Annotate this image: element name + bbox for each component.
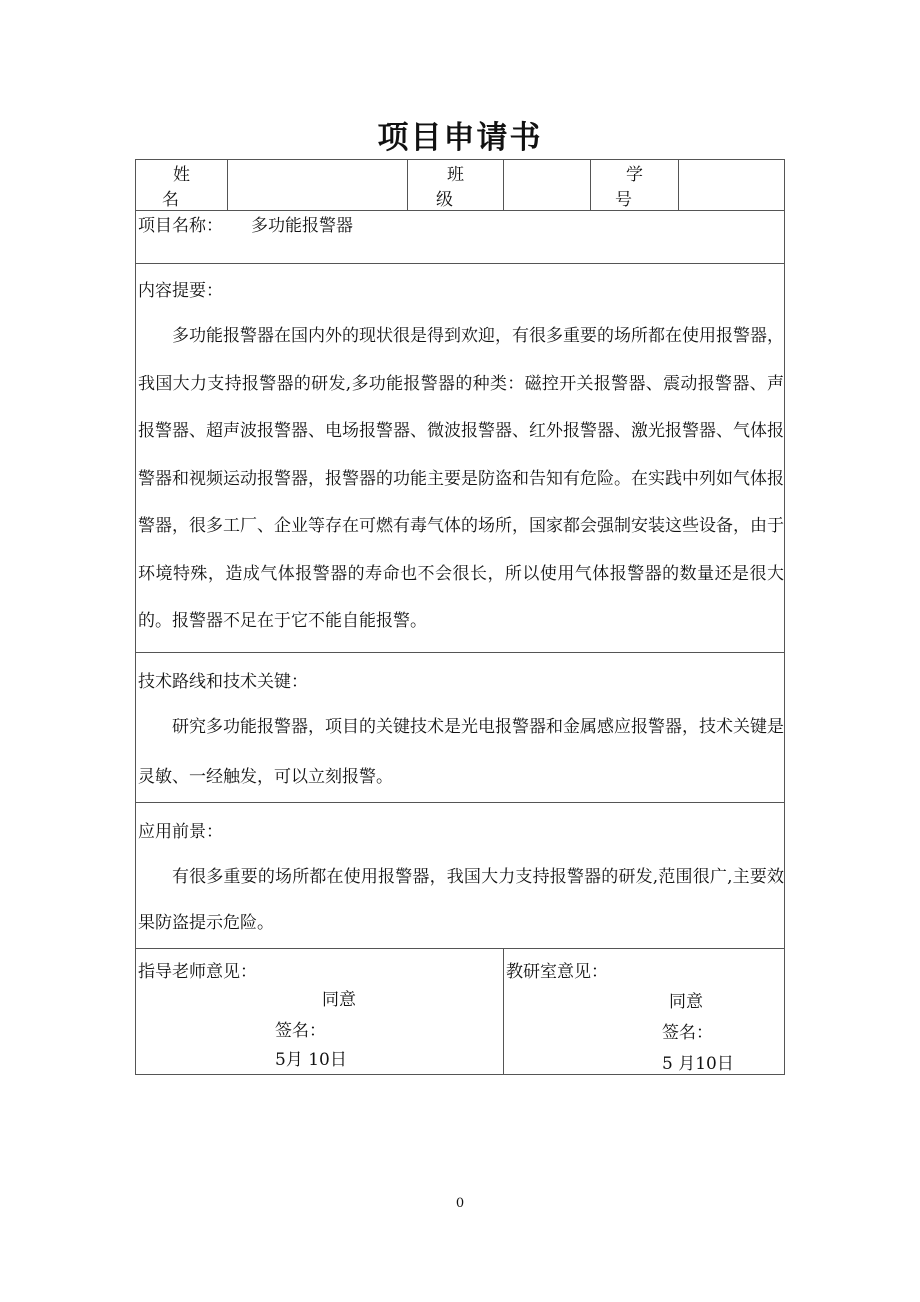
- advisor-date: 5月 10日: [275, 1050, 347, 1070]
- project-name-label: 项目名称：: [138, 216, 223, 236]
- form-table: [135, 159, 785, 1075]
- department-opinion-label: 教研室意见：: [506, 962, 608, 982]
- department-date: 5 月10日: [662, 1054, 734, 1074]
- technology-label: 技术路线和技术关键：: [138, 672, 308, 692]
- student-info-row: [136, 160, 785, 211]
- student-id-value: [679, 160, 785, 211]
- application-form: [135, 159, 784, 1075]
- department-signature-label: 签名：: [662, 1023, 713, 1043]
- application-section: [136, 803, 785, 949]
- project-name-value: 多功能报警器: [251, 216, 353, 236]
- project-name-row: [136, 211, 785, 264]
- advisor-opinion-text: 同意: [322, 990, 356, 1010]
- advisor-signature-label: 签名：: [275, 1021, 326, 1041]
- summary-section: [136, 264, 785, 653]
- application-text: 有很多重要的场所都在使用报警器，我国大力支持报警器的研发,范围很广,主要效果防盗提示危险。: [138, 867, 784, 933]
- application-label: 应用前景：: [138, 822, 223, 842]
- class-label: 班级: [408, 160, 504, 211]
- opinions-row: [136, 949, 785, 1075]
- summary-text: 多功能报警器在国内外的现状很是得到欢迎，有很多重要的场所都在使用报警器，我国大力支持报警器的研发,多功能报警器的种类：磁控开关报警器、震动报警器、声报警器、超声波报警器、电场报警器、微波报警器、红外报警器、激光报警器、气体报警器和视频运动报警器，报警器的功能主要是防盗和告知有危险。在实践中列如气体报警器，很多工厂、企业等存在可燃有毒气体的场所，国家都会强制安装这些设备，由于环境特殊，造成气体报警器的寿命也不会很长，所以使用气体报警器的数量还是很大的。报警器不足在于它不能自能报警。: [138, 326, 784, 631]
- class-value: [504, 160, 591, 211]
- student-id-label: 学号: [591, 160, 679, 211]
- department-opinion-text: 同意: [669, 992, 703, 1012]
- department-opinion-cell: [504, 949, 785, 1075]
- advisor-opinion-cell: [136, 949, 504, 1075]
- name-label: 姓名: [136, 160, 228, 211]
- summary-label: 内容提要：: [138, 281, 223, 301]
- advisor-opinion-label: 指导老师意见：: [138, 962, 257, 982]
- document-title: 项目申请书: [377, 120, 543, 156]
- page-number: 0: [455, 1196, 465, 1211]
- technology-text: 研究多功能报警器，项目的关键技术是光电报警器和金属感应报警器，技术关键是灵敏、一经触发，可以立刻报警。: [138, 717, 784, 787]
- name-value: [228, 160, 408, 211]
- technology-section: [136, 653, 785, 803]
